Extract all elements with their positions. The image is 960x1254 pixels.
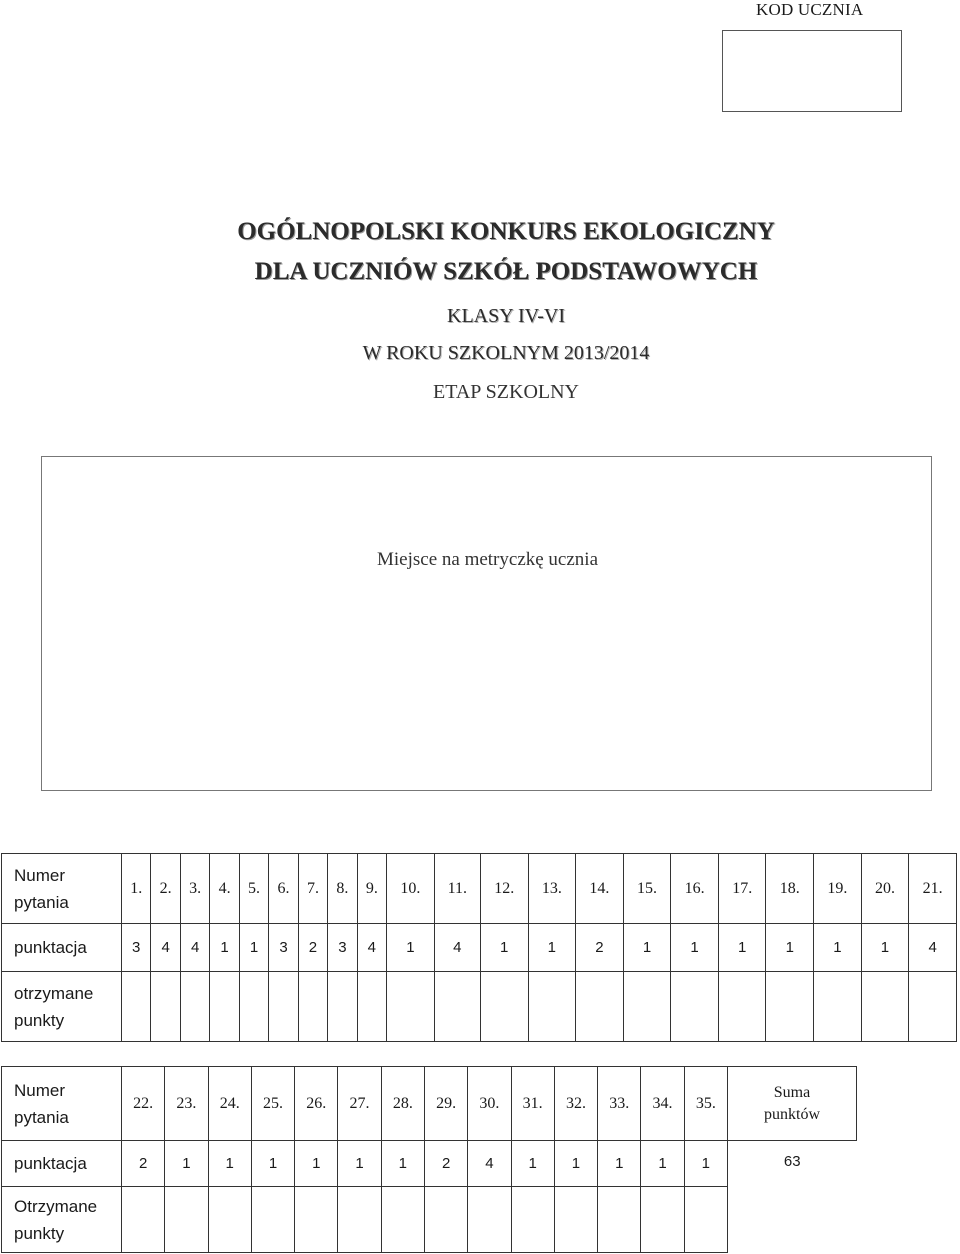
punktacja-cell: 3 xyxy=(269,924,298,972)
numer-pytania-label: Numer pytania xyxy=(2,854,122,924)
question-number-cell: 24. xyxy=(208,1067,251,1141)
question-number-cell: 33. xyxy=(598,1067,641,1141)
otrzymane-punkty-label: otrzymane punkty xyxy=(2,972,122,1042)
question-number-cell: 10. xyxy=(387,854,435,924)
punktacja-cell: 3 xyxy=(328,924,357,972)
otrzymane-punkty-cell[interactable] xyxy=(641,1187,684,1253)
otrzymane-punkty-cell[interactable] xyxy=(528,972,576,1042)
punktacja-cell: 4 xyxy=(151,924,180,972)
punktacja-cell: 1 xyxy=(718,924,766,972)
suma-punktow-header: Suma punktów xyxy=(728,1067,857,1141)
punktacja-label: punktacja xyxy=(2,924,122,972)
question-number-cell: 19. xyxy=(814,854,862,924)
punktacja-cell: 1 xyxy=(165,1141,208,1187)
question-number-cell: 29. xyxy=(424,1067,467,1141)
otrzymane-punkty-cell[interactable] xyxy=(295,1187,338,1253)
otrzymane-row xyxy=(2,972,957,1042)
punktacja-cell: 1 xyxy=(239,924,268,972)
otrzymane-punkty-cell[interactable] xyxy=(684,1187,727,1253)
punktacja-cell: 1 xyxy=(295,1141,338,1187)
punktacja-cell: 1 xyxy=(511,1141,554,1187)
kod-ucznia-box[interactable] xyxy=(722,30,902,112)
otrzymane-punkty-cell[interactable] xyxy=(328,972,357,1042)
question-number-cell: 35. xyxy=(684,1067,727,1141)
punktacja-cell: 1 xyxy=(381,1141,424,1187)
question-number-cell: 26. xyxy=(295,1067,338,1141)
question-number-cell: 31. xyxy=(511,1067,554,1141)
otrzymane-punkty-cell[interactable] xyxy=(434,972,480,1042)
question-number-cell: 30. xyxy=(468,1067,511,1141)
question-number-cell: 13. xyxy=(528,854,576,924)
punktacja-cell: 1 xyxy=(598,1141,641,1187)
punktacja-cell: 4 xyxy=(909,924,957,972)
question-number-cell: 32. xyxy=(554,1067,597,1141)
question-number-cell: 7. xyxy=(298,854,327,924)
rok-szkolny-label: W ROKU SZKOLNYM 2013/2014 xyxy=(362,342,650,364)
title-line-1: OGÓLNOPOLSKI KONKURS EKOLOGICZNY xyxy=(237,218,775,245)
question-number-cell: 14. xyxy=(576,854,624,924)
punktacja-cell: 4 xyxy=(434,924,480,972)
punktacja-cell: 1 xyxy=(641,1141,684,1187)
otrzymane-punkty-cell[interactable] xyxy=(861,972,909,1042)
punktacja-cell: 4 xyxy=(357,924,386,972)
question-number-cell: 9. xyxy=(357,854,386,924)
question-number-cell: 21. xyxy=(909,854,957,924)
question-number-cell: 28. xyxy=(381,1067,424,1141)
question-number-cell: 12. xyxy=(480,854,528,924)
punktacja-cell: 1 xyxy=(210,924,239,972)
otrzymane-punkty-cell[interactable] xyxy=(718,972,766,1042)
punktacja-cell: 1 xyxy=(387,924,435,972)
question-number-cell: 8. xyxy=(328,854,357,924)
otrzymane-punkty-cell[interactable] xyxy=(298,972,327,1042)
otrzymane-punkty-cell[interactable] xyxy=(210,972,239,1042)
otrzymane-punkty-cell[interactable] xyxy=(424,1187,467,1253)
otrzymane-punkty-cell[interactable] xyxy=(381,1187,424,1253)
otrzymane-punkty-cell[interactable] xyxy=(387,972,435,1042)
punktacja-cell: 1 xyxy=(528,924,576,972)
question-number-cell: 1. xyxy=(122,854,151,924)
metryczka-box[interactable] xyxy=(41,456,932,791)
punktacja-cell: 1 xyxy=(684,1141,727,1187)
metryczka-label: Miejsce na metryczkę ucznia xyxy=(376,549,599,570)
otrzymane-punkty-cell[interactable] xyxy=(208,1187,251,1253)
otrzymane-punkty-label: Otrzymane punkty xyxy=(2,1187,122,1253)
question-number-row xyxy=(2,1067,857,1141)
punktacja-cell: 1 xyxy=(208,1141,251,1187)
otrzymane-punkty-cell[interactable] xyxy=(576,972,624,1042)
otrzymane-punkty-cell[interactable] xyxy=(623,972,671,1042)
punktacja-cell: 2 xyxy=(298,924,327,972)
kod-ucznia-label: KOD UCZNIA xyxy=(756,0,864,19)
question-number-cell: 16. xyxy=(671,854,719,924)
question-number-cell: 3. xyxy=(180,854,209,924)
punktacja-cell: 2 xyxy=(576,924,624,972)
otrzymane-punkty-cell[interactable] xyxy=(122,972,151,1042)
otrzymane-punkty-cell[interactable] xyxy=(251,1187,294,1253)
question-number-cell: 20. xyxy=(861,854,909,924)
otrzymane-punkty-cell[interactable] xyxy=(766,972,814,1042)
punktacja-cell: 1 xyxy=(623,924,671,972)
question-number-cell: 25. xyxy=(251,1067,294,1141)
punktacja-cell: 1 xyxy=(814,924,862,972)
numer-pytania-label: Numer pytania xyxy=(2,1067,122,1141)
otrzymane-punkty-cell[interactable] xyxy=(909,972,957,1042)
otrzymane-punkty-cell[interactable] xyxy=(151,972,180,1042)
question-number-cell: 17. xyxy=(718,854,766,924)
punktacja-cell: 1 xyxy=(671,924,719,972)
question-number-cell: 6. xyxy=(269,854,298,924)
otrzymane-punkty-cell[interactable] xyxy=(357,972,386,1042)
otrzymane-punkty-cell[interactable] xyxy=(598,1187,641,1253)
punktacja-cell: 1 xyxy=(766,924,814,972)
etap-label: ETAP SZKOLNY xyxy=(433,381,579,403)
question-number-cell: 5. xyxy=(239,854,268,924)
punktacja-cell: 1 xyxy=(251,1141,294,1187)
otrzymane-punkty-cell[interactable] xyxy=(239,972,268,1042)
question-number-cell: 23. xyxy=(165,1067,208,1141)
punktacja-cell: 2 xyxy=(424,1141,467,1187)
punktacja-cell: 1 xyxy=(480,924,528,972)
klasy-label: KLASY IV-VI xyxy=(447,305,565,327)
question-number-cell: 11. xyxy=(434,854,480,924)
otrzymane-punkty-cell[interactable] xyxy=(180,972,209,1042)
question-number-cell: 22. xyxy=(122,1067,165,1141)
punktacja-cell: 4 xyxy=(180,924,209,972)
score-table-1 xyxy=(1,853,957,1042)
score-table-2 xyxy=(1,1066,857,1253)
otrzymane-punkty-cell[interactable] xyxy=(269,972,298,1042)
punktacja-cell: 1 xyxy=(338,1141,381,1187)
otrzymane-punkty-cell[interactable] xyxy=(671,972,719,1042)
otrzymane-punkty-cell[interactable] xyxy=(480,972,528,1042)
punktacja-cell: 3 xyxy=(122,924,151,972)
punktacja-row xyxy=(2,1141,857,1187)
question-number-cell: 27. xyxy=(338,1067,381,1141)
question-number-row xyxy=(2,854,957,924)
question-number-cell: 4. xyxy=(210,854,239,924)
suma-punktow-value: 63 xyxy=(728,1141,857,1253)
otrzymane-punkty-cell[interactable] xyxy=(814,972,862,1042)
otrzymane-punkty-cell[interactable] xyxy=(554,1187,597,1253)
otrzymane-punkty-cell[interactable] xyxy=(511,1187,554,1253)
question-number-cell: 34. xyxy=(641,1067,684,1141)
punktacja-cell: 4 xyxy=(468,1141,511,1187)
punktacja-label: punktacja xyxy=(2,1141,122,1187)
otrzymane-punkty-cell[interactable] xyxy=(338,1187,381,1253)
otrzymane-punkty-cell[interactable] xyxy=(165,1187,208,1253)
punktacja-cell: 1 xyxy=(554,1141,597,1187)
punktacja-cell: 2 xyxy=(122,1141,165,1187)
question-number-cell: 18. xyxy=(766,854,814,924)
otrzymane-punkty-cell[interactable] xyxy=(468,1187,511,1253)
otrzymane-punkty-cell[interactable] xyxy=(122,1187,165,1253)
punktacja-row xyxy=(2,924,957,972)
question-number-cell: 2. xyxy=(151,854,180,924)
question-number-cell: 15. xyxy=(623,854,671,924)
title-line-2: DLA UCZNIÓW SZKÓŁ PODSTAWOWYCH xyxy=(254,258,758,285)
punktacja-cell: 1 xyxy=(861,924,909,972)
